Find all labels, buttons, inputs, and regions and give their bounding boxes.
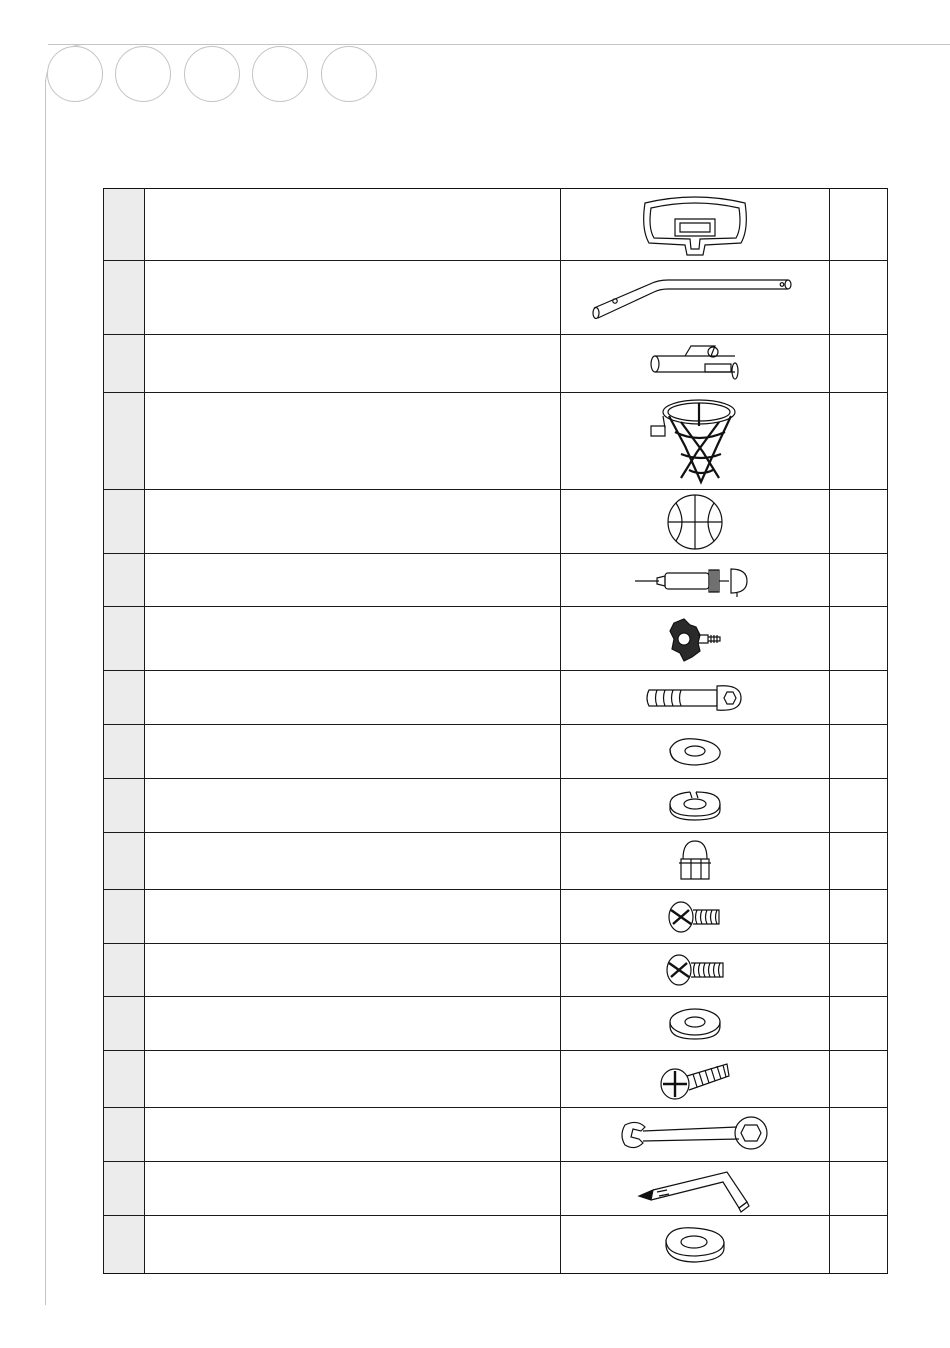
- part-description-cell: [145, 890, 561, 944]
- parts-list-table: [103, 188, 888, 1274]
- part-description-cell: [145, 1051, 561, 1108]
- part-image-cell: [561, 393, 830, 490]
- short-screw-icon: [665, 898, 725, 936]
- table-row: [104, 997, 888, 1051]
- part-description-cell: [145, 1162, 561, 1216]
- part-description-cell: [145, 189, 561, 261]
- part-number-cell: [104, 833, 145, 890]
- part-description-cell: [145, 393, 561, 490]
- part-number-cell: [104, 1108, 145, 1162]
- language-circle-4: [252, 46, 308, 102]
- part-image-cell: [561, 189, 830, 261]
- split-washer-icon: [666, 788, 724, 824]
- table-row: [104, 1162, 888, 1216]
- table-row: [104, 1108, 888, 1162]
- connector-tube-icon: [645, 342, 745, 386]
- part-image-cell: [561, 1108, 830, 1162]
- part-qty-cell: [830, 607, 888, 671]
- part-qty-cell: [830, 335, 888, 393]
- part-image-cell: [561, 779, 830, 833]
- part-qty-cell: [830, 554, 888, 607]
- part-image-cell: [561, 607, 830, 671]
- part-qty-cell: [830, 189, 888, 261]
- part-qty-cell: [830, 671, 888, 725]
- page-frame-left: [45, 80, 46, 1305]
- table-row: [104, 890, 888, 944]
- part-description-cell: [145, 335, 561, 393]
- basketball-icon: [664, 493, 726, 551]
- part-number-cell: [104, 725, 145, 779]
- table-row: [104, 490, 888, 554]
- part-image-cell: [561, 554, 830, 607]
- part-description-cell: [145, 607, 561, 671]
- table-row: [104, 554, 888, 607]
- table-row: [104, 1216, 888, 1274]
- part-image-cell: [561, 833, 830, 890]
- table-row: [104, 944, 888, 997]
- language-circle-3: [184, 46, 240, 102]
- part-number-cell: [104, 554, 145, 607]
- part-image-cell: [561, 1162, 830, 1216]
- part-number-cell: [104, 671, 145, 725]
- part-number-cell: [104, 997, 145, 1051]
- part-qty-cell: [830, 261, 888, 335]
- part-description-cell: [145, 671, 561, 725]
- part-number-cell: [104, 393, 145, 490]
- wave-washer-icon: [666, 735, 724, 769]
- language-circle-1: [47, 46, 103, 102]
- part-number-cell: [104, 335, 145, 393]
- table-row: [104, 779, 888, 833]
- part-qty-cell: [830, 393, 888, 490]
- part-number-cell: [104, 1162, 145, 1216]
- part-image-cell: [561, 1216, 830, 1274]
- rim-net-icon: [645, 396, 745, 486]
- part-image-cell: [561, 261, 830, 335]
- part-image-cell: [561, 944, 830, 997]
- part-description-cell: [145, 779, 561, 833]
- table-row: [104, 335, 888, 393]
- flat-washer-icon: [666, 1005, 724, 1043]
- cap-nut-icon: [675, 837, 715, 885]
- part-qty-cell: [830, 997, 888, 1051]
- part-image-cell: [561, 671, 830, 725]
- part-image-cell: [561, 335, 830, 393]
- part-image-cell: [561, 1051, 830, 1108]
- part-qty-cell: [830, 1051, 888, 1108]
- pump-icon: [633, 561, 757, 599]
- part-description-cell: [145, 725, 561, 779]
- table-row: [104, 607, 888, 671]
- hex-bolt-icon: [645, 680, 745, 716]
- part-number-cell: [104, 607, 145, 671]
- part-qty-cell: [830, 1162, 888, 1216]
- part-qty-cell: [830, 490, 888, 554]
- part-description-cell: [145, 1216, 561, 1274]
- part-number-cell: [104, 779, 145, 833]
- part-qty-cell: [830, 890, 888, 944]
- part-number-cell: [104, 944, 145, 997]
- part-qty-cell: [830, 1108, 888, 1162]
- part-image-cell: [561, 725, 830, 779]
- table-row: [104, 261, 888, 335]
- language-circle-2: [115, 46, 171, 102]
- part-image-cell: [561, 890, 830, 944]
- part-description-cell: [145, 490, 561, 554]
- part-number-cell: [104, 1051, 145, 1108]
- part-image-cell: [561, 997, 830, 1051]
- table-row: [104, 189, 888, 261]
- bent-pole-icon: [588, 270, 802, 326]
- medium-screw-icon: [663, 951, 727, 989]
- knob-bolt-icon: [664, 613, 726, 665]
- part-number-cell: [104, 1216, 145, 1274]
- table-row: [104, 1051, 888, 1108]
- part-qty-cell: [830, 1216, 888, 1274]
- backboard-icon: [637, 193, 753, 257]
- page-frame-top: [48, 44, 950, 45]
- table-row: [104, 393, 888, 490]
- large-washer-icon: [662, 1224, 728, 1266]
- part-description-cell: [145, 1108, 561, 1162]
- part-description-cell: [145, 261, 561, 335]
- table-row: [104, 833, 888, 890]
- wrench-icon: [619, 1115, 771, 1155]
- part-description-cell: [145, 944, 561, 997]
- table-row: [104, 725, 888, 779]
- part-qty-cell: [830, 833, 888, 890]
- part-qty-cell: [830, 944, 888, 997]
- part-description-cell: [145, 833, 561, 890]
- part-qty-cell: [830, 725, 888, 779]
- allen-key-icon: [637, 1166, 753, 1212]
- long-screw-icon: [657, 1056, 733, 1102]
- part-number-cell: [104, 189, 145, 261]
- part-image-cell: [561, 490, 830, 554]
- table-row: [104, 671, 888, 725]
- part-number-cell: [104, 490, 145, 554]
- part-number-cell: [104, 890, 145, 944]
- part-description-cell: [145, 554, 561, 607]
- part-number-cell: [104, 261, 145, 335]
- part-description-cell: [145, 997, 561, 1051]
- part-qty-cell: [830, 779, 888, 833]
- language-circle-5: [321, 46, 377, 102]
